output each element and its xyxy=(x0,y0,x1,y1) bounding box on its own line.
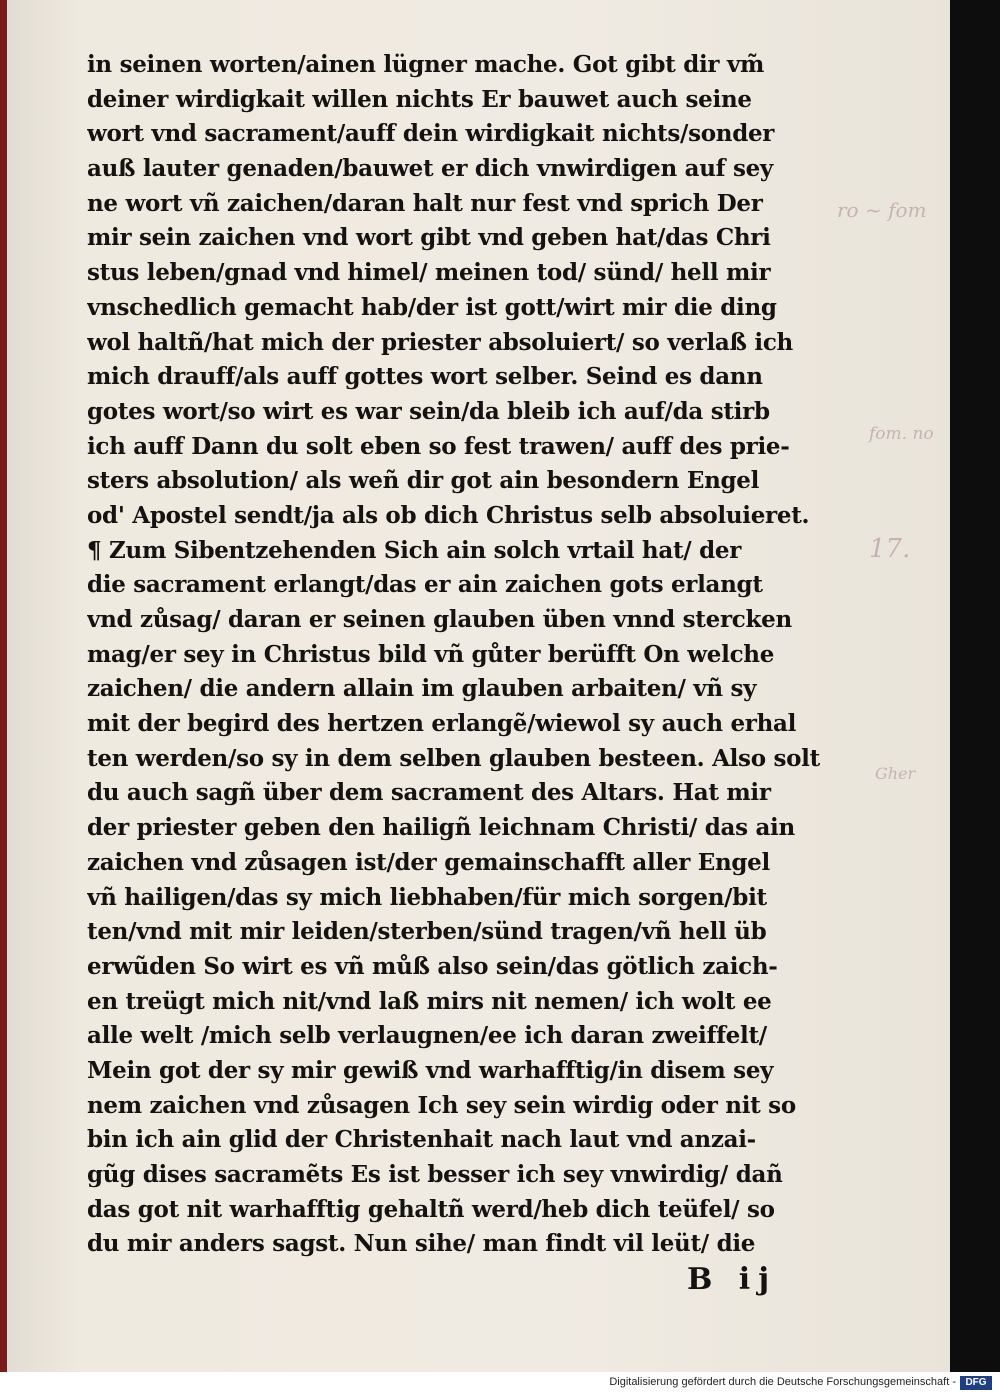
book-page xyxy=(7,0,950,1372)
text-line: gũg dises sacramẽts Es ist besser ich sey vnwirdig/ dañ xyxy=(87,1161,783,1188)
text-line: sters absolution/ als weñ dir got ain besondern Engel xyxy=(87,467,760,495)
text-line: vnd zůsag/ daran er seinen glauben üben vnnd stercken xyxy=(87,606,792,633)
text-line: gotes wort/so wirt es war sein/da bleib ich auf/da stirb xyxy=(87,397,770,425)
text-line: ten werden/so sy in dem selben glauben besteen. Also solt xyxy=(87,744,820,772)
text-line: bin ich ain glid der Christenhait nach laut vnd anzai- xyxy=(87,1126,756,1154)
text-line: du auch sagñ über dem sacrament des Altars. Hat mir xyxy=(87,779,771,807)
text-line: vnschedlich gemacht hab/der ist gott/wirt mir die ding xyxy=(87,293,777,321)
text-line: ich auff Dann du solt eben so fest trawen/ auff des prie- xyxy=(87,432,790,460)
text-line: auß lauter genaden/bauwet er dich vnwirdigen auf sey xyxy=(87,155,773,183)
text-line: od' Apostel sendt/ja als ob dich Christus selb absoluieret. xyxy=(87,501,810,529)
text-line: mit der begird des hertzen erlangẽ/wiewol sy auch erhal xyxy=(87,710,797,738)
text-line: wol haltñ/hat mich der priester absoluiert/ so verlaß ich xyxy=(87,328,793,356)
text-line: wort vnd sacrament/auff dein wirdigkait nichts/sonder xyxy=(87,120,775,148)
text-line: en treügt mich nit/vnd laß mirs nit nemen/ ich wolt ee xyxy=(87,987,772,1015)
text-line: stus leben/gnad vnd himel/ meinen tod/ sünd/ hell mir xyxy=(87,259,771,287)
text-line: Mein got der sy mir gewiß vnd warhafftig/in disem sey xyxy=(87,1056,774,1084)
text-line: die sacrament erlangt/das er ain zaichen gots erlangt xyxy=(87,571,763,599)
text-line: nem zaichen vnd zůsagen Ich sey sein wirdig oder nit so xyxy=(87,1091,796,1119)
text-line: erwũden So wirt es vñ můß also sein/das götlich zaich- xyxy=(87,952,778,980)
funding-note: Digitalisierung gefördert durch die Deutsche Forschungsgemeinschaft - xyxy=(609,1376,956,1388)
text-line: deiner wirdigkait willen nichts Er bauwet auch seine xyxy=(87,85,752,113)
signature-mark: B ij xyxy=(687,1262,778,1297)
text-line: zaichen/ die andern allain im glauben arbaiten/ vñ sy xyxy=(87,675,757,703)
text-line: der priester geben den hailigñ leichnam Christi/ das ain xyxy=(87,814,795,842)
dfg-logo: DFG xyxy=(960,1376,992,1390)
text-line: ne wort vñ zaichen/daran halt nur fest vnd sprich Der xyxy=(87,189,763,217)
margin-note: Gher xyxy=(875,764,916,783)
text-line: mag/er sey in Christus bild vñ gůter berüfft On welche xyxy=(87,640,775,668)
text-line: das got nit warhafftig gehaltñ werd/heb dich teüfel/ so xyxy=(87,1195,775,1223)
margin-note: ro ~ fom xyxy=(837,198,927,222)
text-line: vñ hailigen/das sy mich liebhaben/für mich sorgen/bit xyxy=(87,883,767,911)
margin-note: fom. no xyxy=(869,424,934,444)
text-line: alle welt /mich selb verlaugnen/ee ich daran zweiffelt/ xyxy=(87,1022,767,1050)
text-line: in seinen worten/ainen lügner mache. Got gibt dir vm̃ xyxy=(87,51,765,78)
margin-note: 17. xyxy=(869,534,911,564)
text-line: mich drauff/als auff gottes wort selber. Seind es dann xyxy=(87,363,763,391)
text-line: ¶ Zum Sibentzehenden Sich ain solch vrtail hat/ der xyxy=(87,536,742,564)
red-page-edge xyxy=(0,0,7,1372)
text-line: mir sein zaichen vnd wort gibt vnd geben hat/das Chri xyxy=(87,224,771,252)
text-line: ten/vnd mit mir leiden/sterben/sünd tragen/vñ hell üb xyxy=(87,918,767,946)
text-line: du mir anders sagst. Nun sihe/ man findt vil leüt/ die xyxy=(87,1230,756,1258)
text-line: zaichen vnd zůsagen ist/der gemainschafft aller Engel xyxy=(87,848,770,876)
text-block xyxy=(87,48,832,1262)
